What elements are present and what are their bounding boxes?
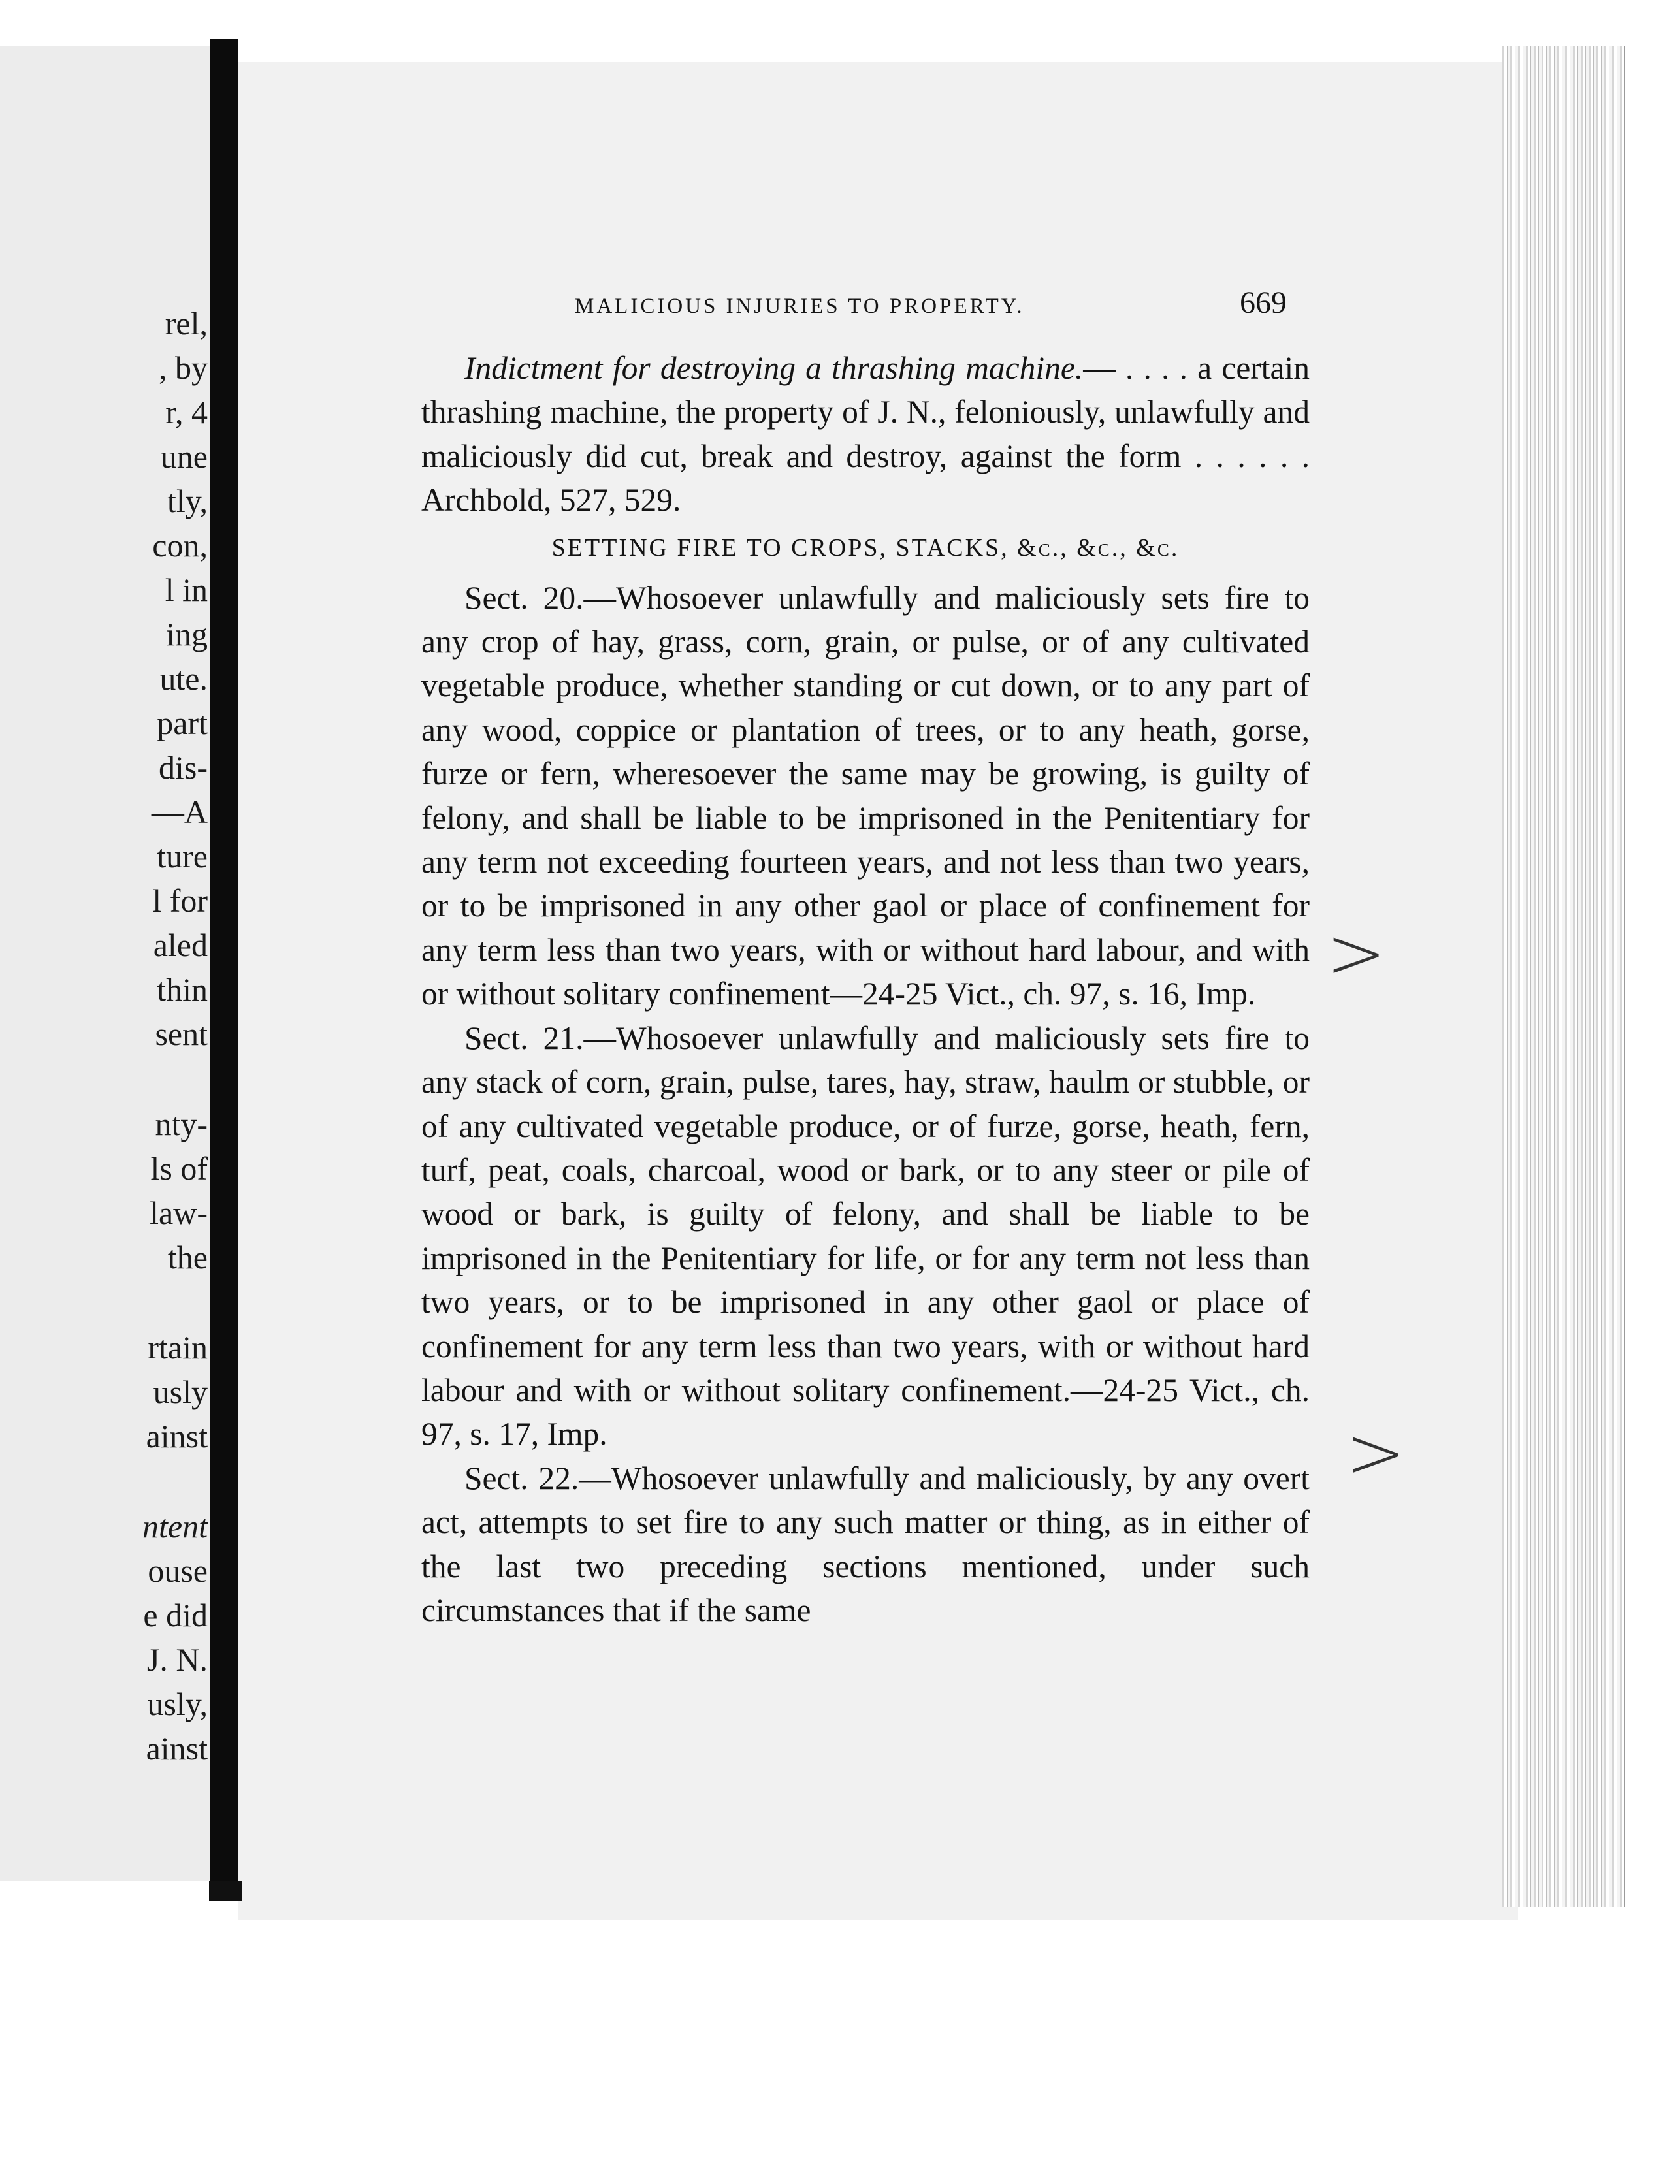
left-page-line: rtain (148, 1329, 208, 1366)
left-page-line: ls of (150, 1150, 208, 1187)
section-heading: SETTING FIRE TO CROPS, STACKS, &c., &c., &c. (551, 534, 1180, 562)
left-page-line: rel, (165, 305, 208, 342)
section-21: Sect. 21.—Whosoever unlawfully and maliciously sets fire to any stack of corn, grain, pulse, tares, hay, straw, haulm or stubble, or of any cultivated vegetable produce, or of furze, gorse, heath, fern, turf, peat, coals, charcoal, wood or bark, or to any steer or pile of wood or bark, is guilty of felony, and shall be liable to be imprisoned in the Penitentiary for life, or for any term not less than two years, or to be imprisoned in any other gaol or place of confinement for any term less than two years, with or without hard labour and with or without solitary confinement.—24-25 Vict., ch. 97, s. 17, Imp. (421, 1020, 1310, 1453)
page-fore-edge (1502, 46, 1625, 1907)
page-number: 669 (1240, 285, 1287, 320)
left-page-line: ainst (146, 1730, 208, 1767)
left-page-line: e did (143, 1597, 208, 1633)
left-page-line: une (160, 438, 208, 475)
left-page-line: usly (153, 1373, 208, 1410)
left-page-line: r, 4 (165, 394, 208, 430)
indictment-text: — . . . . a certain thrashing machine, the property of J. N., feloniously, unlawfully and maliciously did cut, break and destroy, against the form . . . . . . Archbold, 527, 529. (421, 350, 1310, 519)
section-20: Sect. 20.—Whosoever unlawfully and maliciously sets fire to any crop of hay, grass, corn, grain, or pulse, or of any cultivated vegetable produce, whether standing or cut down, or to any part of any wood, coppice or plantation of trees, or to any heath, gorse, furze or fern, wheresoever the same may be growing, is guilty of felony, and shall be liable to be imprisoned in the Penitentiary for any term not exceeding fourteen years, and not less than two years, or to be imprisoned in any other gaol or place of confinement for any term less than two years, with or without hard labour, and with or without solitary confinement—24-25 Vict., ch. 97, s. 16, Imp. (421, 579, 1310, 1012)
left-page-line: the (167, 1239, 208, 1276)
left-page-line: ture (157, 838, 208, 875)
left-page-line: part (157, 705, 208, 741)
running-head: MALICIOUS INJURIES TO PROPERTY. (575, 295, 1025, 318)
left-page-line: usly, (147, 1686, 208, 1722)
left-page-line: ntent (142, 1508, 208, 1545)
left-page-line: J. N. (146, 1641, 208, 1678)
margin-mark: > (1346, 1411, 1406, 1494)
left-page-line: dis- (159, 749, 208, 786)
section-22: Sect. 22.—Whosoever unlawfully and maliciously, by any overt act, attempts to set fire to any such matter or thing, as in either of the last two preceding sections mentioned, under such circumstances that if the same (421, 1460, 1310, 1628)
left-page-line: sent (155, 1016, 208, 1052)
left-page-line: aled (153, 927, 208, 963)
left-page-line: , by (159, 349, 208, 386)
left-page-line: —A (151, 794, 208, 830)
left-page-line: thin (157, 971, 208, 1008)
left-page-line: nty- (155, 1106, 208, 1142)
margin-mark: > (1326, 911, 1387, 995)
left-page-line: con, (152, 527, 208, 564)
gutter-shadow (209, 1881, 242, 1901)
left-page-line: l for (152, 882, 208, 919)
left-page-line: law- (150, 1195, 208, 1231)
left-page-line: ouse (148, 1552, 208, 1589)
body-text (421, 346, 1310, 1632)
left-facing-page (0, 46, 212, 1881)
page-header (575, 285, 1287, 321)
left-page-line: ainst (146, 1418, 208, 1454)
book-gutter (210, 39, 238, 1887)
indictment-paragraph (421, 346, 1310, 522)
left-page-line: ing (166, 616, 208, 652)
indictment-title: Indictment for destroying a thrashing machine. (464, 350, 1084, 386)
left-page-line: tly, (167, 483, 208, 519)
left-page-line: l in (165, 571, 208, 608)
left-page-line: ute. (159, 660, 208, 697)
